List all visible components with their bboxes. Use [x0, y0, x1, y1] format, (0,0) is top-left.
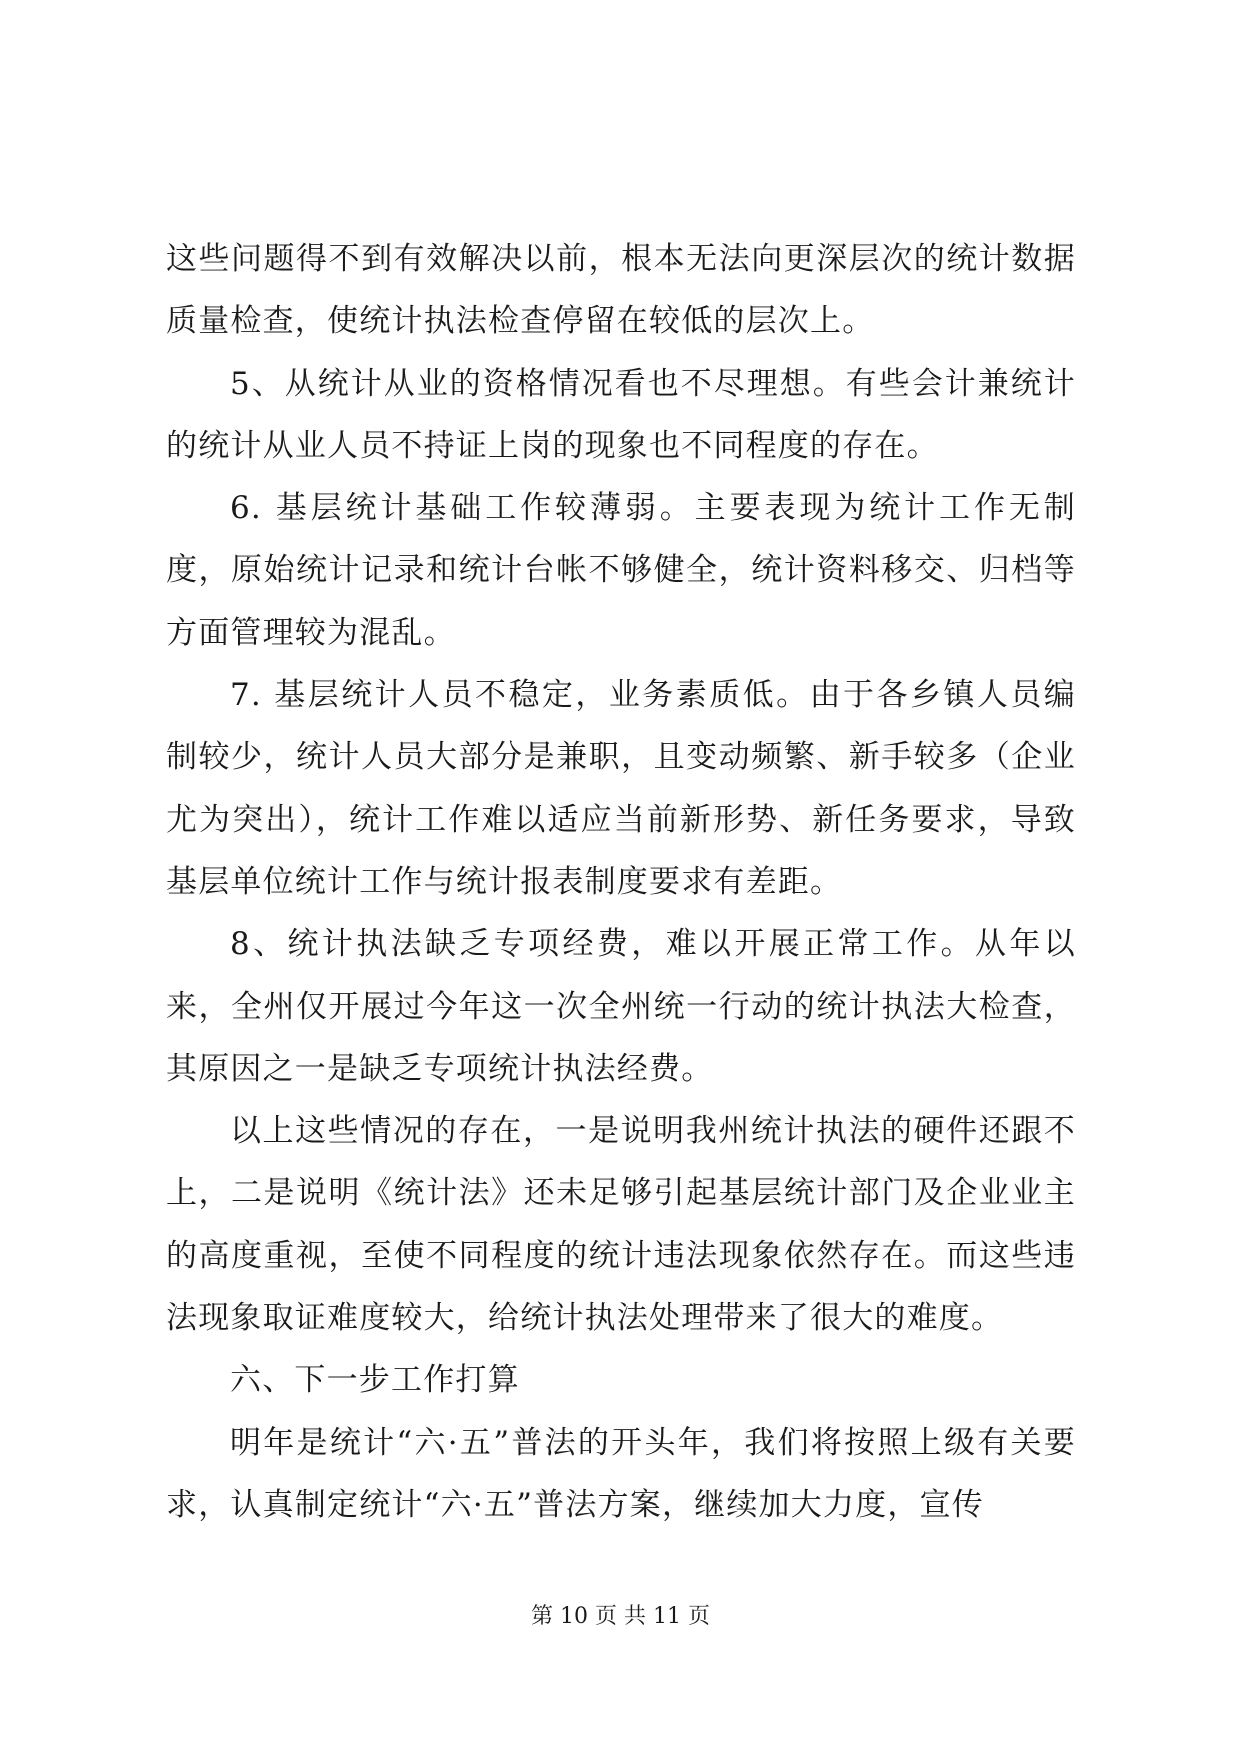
- paragraph-summary: 以上这些情况的存在，一是说明我州统计执法的硬件还跟不上，二是说明《统计法》还未足够引起基层统计部门及企业业主的高度重视，至使不同程度的统计违法现象依然存在。而这些违法现象取证难度较大，给统计执法处理带来了很大的难度。: [166, 1113, 1076, 1337]
- section-heading-next-steps: 六、下一步工作打算: [230, 1362, 520, 1399]
- paragraph-item-5: 5、从统计从业的资格情况看也不尽理想。有些会计兼统计的统计从业人员不持证上岗的现象也不同程度的存在。: [166, 365, 1076, 464]
- document-body: [166, 228, 1076, 1536]
- paragraph-plan: 明年是统计“六·五”普法的开头年，我们将按照上级有关要求，认真制定统计“六·五”普法方案，继续加大力度，宣传: [166, 1424, 1076, 1523]
- paragraph-continuation: 这些问题得不到有效解决以前，根本无法向更深层次的统计数据质量检查，使统计执法检查停留在较低的层次上。: [166, 241, 1076, 340]
- page-number-footer: 第 10 页 共 11 页: [531, 1604, 710, 1629]
- paragraph-item-8: 8、统计执法缺乏专项经费，难以开展正常工作。从年以来，全州仅开展过今年这一次全州统一行动的统计执法大检查，其原因之一是缺乏专项统计执法经费。: [166, 926, 1076, 1087]
- paragraph-item-6: 6. 基层统计基础工作较薄弱。主要表现为统计工作无制度，原始统计记录和统计台帐不够健全，统计资料移交、归档等方面管理较为混乱。: [166, 490, 1076, 651]
- paragraph-item-7: 7. 基层统计人员不稳定，业务素质低。由于各乡镇人员编制较少，统计人员大部分是兼职，且变动频繁、新手较多（企业尤为突出），统计工作难以适应当前新形势、新任务要求，导致基层单位统计工作与统计报表制度要求有差距。: [166, 677, 1076, 900]
